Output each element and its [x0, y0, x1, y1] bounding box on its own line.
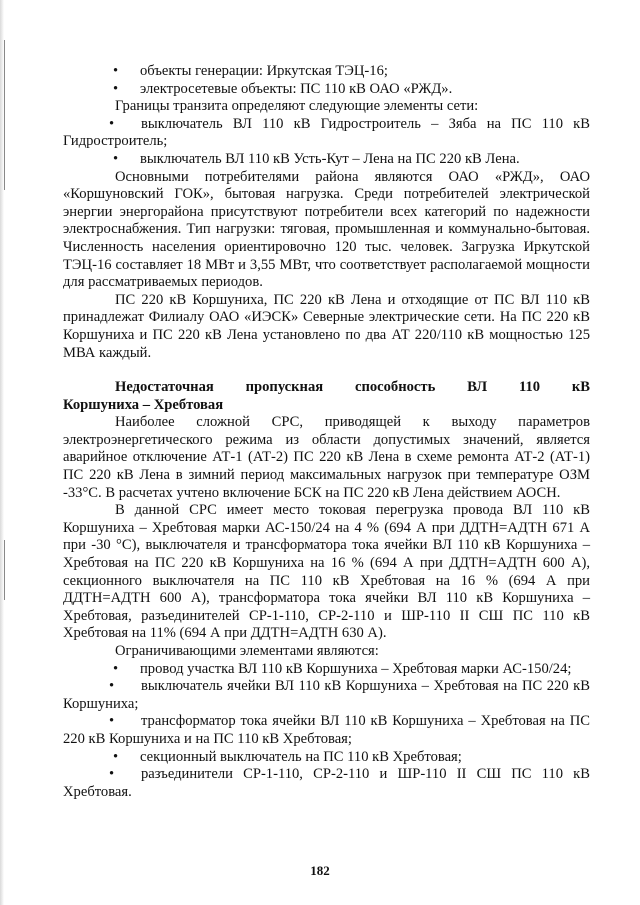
- heading-word: 110: [518, 379, 541, 396]
- heading-word: Недостаточная: [115, 379, 214, 396]
- list-item-text: выключатель ВЛ 110 кВ Усть-Кут – Лена на ПС 220 кВ Лена.: [140, 150, 520, 167]
- list-item: [63, 661, 590, 679]
- document-body: [63, 63, 590, 801]
- section-gap: [63, 362, 590, 379]
- heading-word: пропускная: [245, 379, 324, 396]
- bullet-marker: •: [112, 660, 119, 677]
- bullet-marker: •: [112, 748, 119, 765]
- list-item: [63, 749, 590, 767]
- list-item: [63, 766, 590, 801]
- list-item-text: разъединители СР-1-110, СР-2-110 и ШР-110 II СШ ПС 110 кВ Хребтовая.: [63, 766, 590, 800]
- list-item: [63, 116, 590, 151]
- list-item-text: трансформатор тока ячейки ВЛ 110 кВ Коршуниха – Хребтовая на ПС 220 кВ Коршуниха и на ПС 110 кВ Хребтовая;: [63, 713, 590, 747]
- list-item: [63, 713, 590, 748]
- bullet-marker: •: [109, 713, 115, 730]
- list-item-text: выключатель ячейки ВЛ 110 кВ Коршуниха – Хребтовая на ПС 220 кВ Коршуниха;: [63, 678, 590, 712]
- list-item: [63, 678, 590, 713]
- bullet-marker: •: [109, 115, 115, 132]
- heading-word: кВ: [571, 379, 590, 396]
- page-number: 182: [310, 863, 330, 878]
- paragraph-transit-intro: Границы транзита определяют следующие элементы сети:: [115, 98, 479, 115]
- heading-word: ВЛ: [467, 379, 488, 396]
- paragraph-overload: В данной СРС имеет место токовая перегрузка провода ВЛ 110 кВ Коршуниха – Хребтовая марки АС-150/24 на 4 % (694 А при ДДТН=АДТН 671 А при -30 °С), выключателя и трансформатора тока ячейки ВЛ 110 кВ Коршуниха – Хребтовая на ПС 220 кВ Коршуниха на 16 % (694 А при ДДТН=АДТН 600 А), секционного выключателя на ПС 110 кВ Хребтовая на 16 % (694 А при ДДТН=АДТН 600 А), трансформатора тока ячейки ВЛ 110 кВ Коршуниха – Хребтовая, разъединителей СР-1-110, СР-2-110 и ШР-110 II СШ ПС 110 кВ Хребтовая на 11% (694 А при ДДТН=АДТН 630 А).: [63, 502, 590, 642]
- heading-word: способность: [354, 379, 436, 396]
- bullet-marker: •: [112, 63, 119, 79]
- bullet-marker: •: [112, 80, 119, 97]
- bullet-marker: •: [112, 150, 119, 167]
- list-item-text: выключатель ВЛ 110 кВ Гидростроитель – Зяба на ПС 110 кВ Гидростроитель;: [63, 115, 590, 150]
- paragraph-limiting-intro: Ограничивающими элементами являются:: [115, 643, 379, 659]
- scan-artifact-line: [4, 540, 5, 600]
- scan-artifact-line: [4, 40, 5, 190]
- section-heading-continuation: Коршуниха – Хребтовая: [63, 396, 224, 413]
- list-item: [63, 151, 590, 169]
- bullet-marker: •: [109, 766, 115, 783]
- list-item: [63, 63, 590, 81]
- list-item-text: секционный выключатель на ПС 110 кВ Хребтовая;: [140, 748, 462, 765]
- paragraph-substations: ПС 220 кВ Коршуниха, ПС 220 кВ Лена и отходящие от ПС ВЛ 110 кВ принадлежат Филиалу ОАО «ИЭСК» Северные электрические сети. На ПС 220 кВ Коршуниха и ПС 220 кВ Лена установлено по два АТ 220/110 кВ мощностью 125 МВА каждый.: [63, 291, 590, 361]
- list-item-text: провод участка ВЛ 110 кВ Коршуниха – Хребтовая марки АС-150/24;: [140, 660, 572, 677]
- list-item: [63, 81, 590, 99]
- bullet-marker: •: [109, 678, 115, 695]
- paragraph-consumers: Основными потребителями района являются ОАО «РЖД», ОАО «Коршуновский ГОК», бытовая нагрузка. Среди потребителей электрической энергии энергорайона присутствуют потребители всех категорий по надежности электроснабжения. Тип нагрузки: тяговая, промышленная и коммунально-бытовая. Численность населения ориентировочно 120 тыс. человек. Загрузка Иркутской ТЭЦ-16 составляет 18 МВт и 3,55 МВт, что соответствует располагаемой мощности для рассматриваемых периодов.: [63, 168, 590, 291]
- section-heading: [63, 379, 590, 397]
- list-item-text: объекты генерации: Иркутская ТЭЦ-16;: [140, 63, 388, 79]
- paragraph-complex-scenario: Наиболее сложной СРС, приводящей к выходу параметров электроэнергетического режима из области допустимых значений, является аварийное отключение АТ-1 (АТ-2) ПС 220 кВ Лена в схеме ремонта АТ-2 (АТ-1) ПС 220 кВ Лена в зимний период максимальных нагрузок при температуре ОЗМ -33°С. В расчетах учтено включение БСК на ПС 220 кВ Лена действием АОСН.: [63, 414, 590, 501]
- list-item-text: электросетевые объекты: ПС 110 кВ ОАО «РЖД».: [140, 80, 453, 97]
